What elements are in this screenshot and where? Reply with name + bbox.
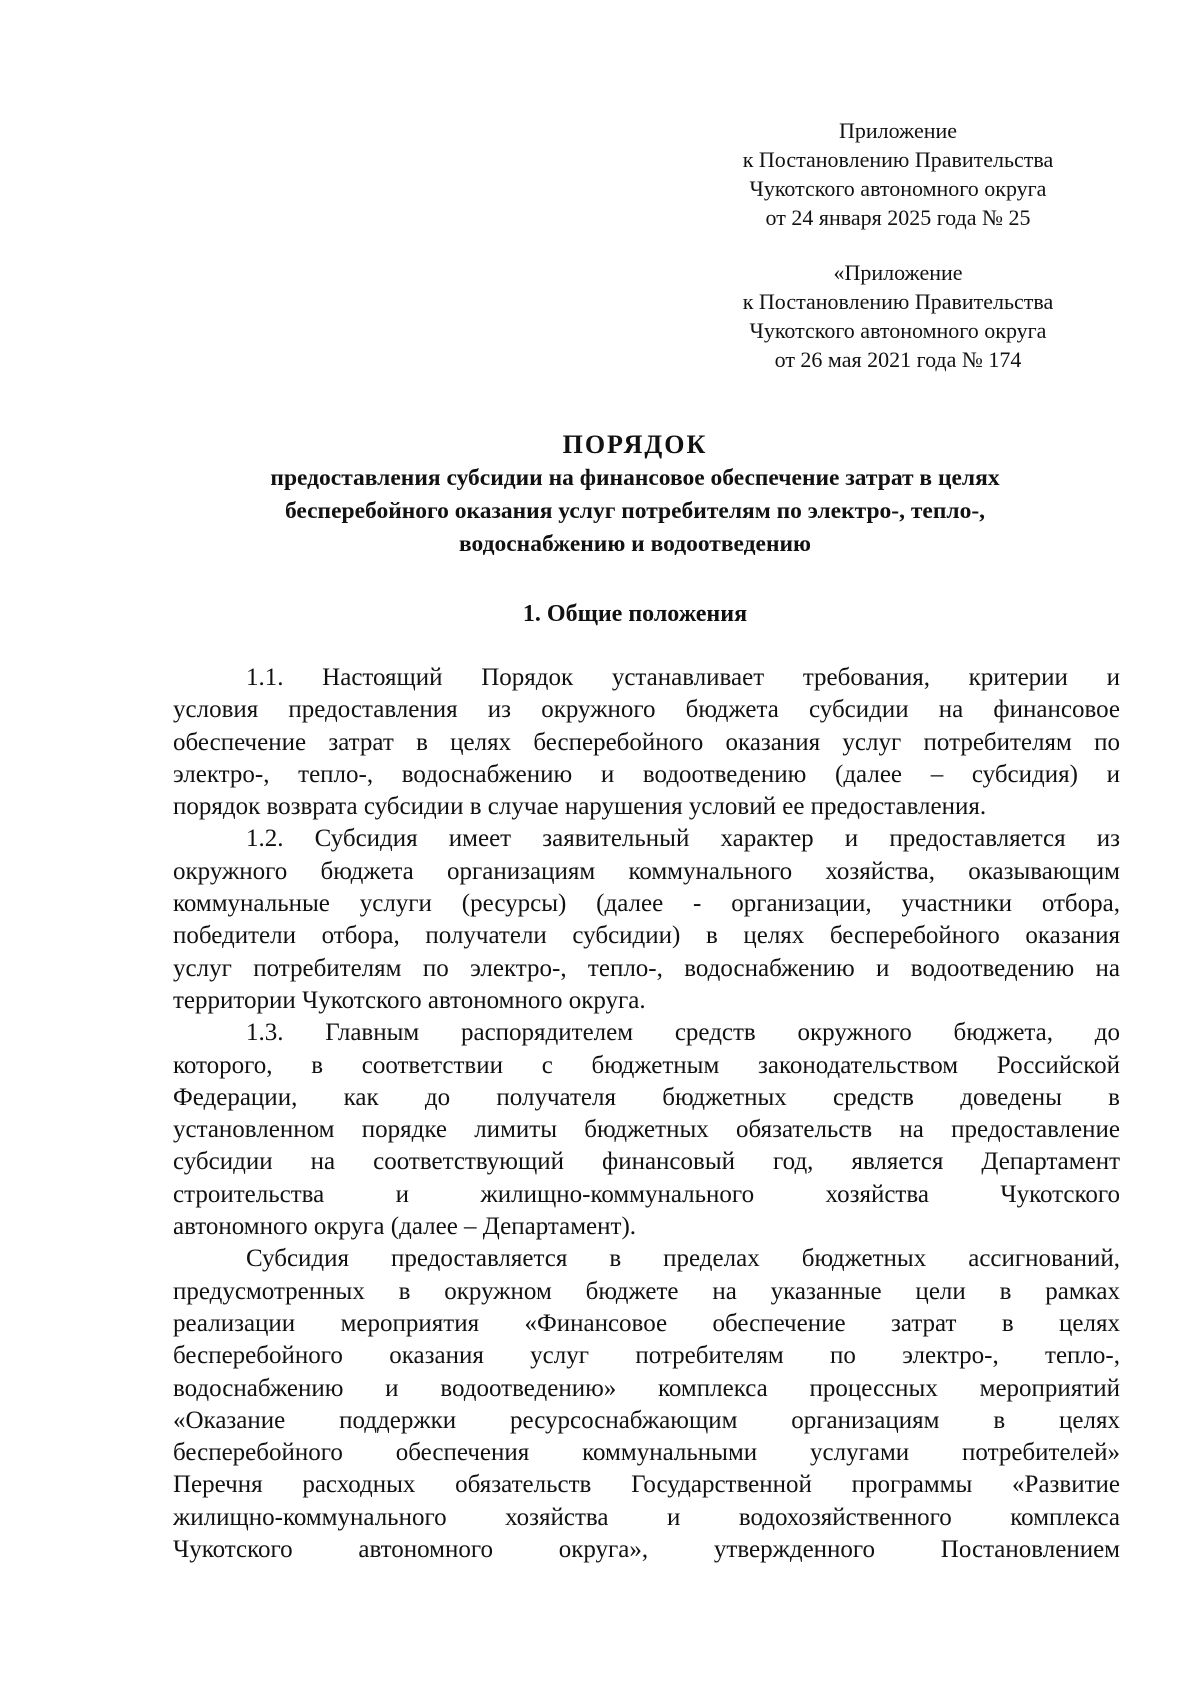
paragraph-line: 1.3. Главным распорядителем средств окружного бюджета, до [246,1019,1120,1047]
body-text [173,662,1120,1566]
paragraph-line: победители отбора, получатели субсидии) в целях бесперебойного оказания [173,922,1120,950]
paragraph-line: услуг потребителям по электро-, тепло-, водоснабжению и водоотведению на [173,954,1120,982]
paragraph-line: Федерации, как до получателя бюджетных средств доведены в [173,1083,1120,1111]
appendix-line: от 26 мая 2021 года № 174 [774,347,1022,372]
paragraph-line: электро-, тепло-, водоснабжению и водоотведению (далее – субсидия) и [173,760,1120,788]
paragraph-line: условия предоставления из окружного бюджета субсидии на финансовое [173,696,1120,724]
appendix-line: Приложение [838,118,958,143]
paragraph-line: «Оказание поддержки ресурсоснабжающим организациям в целях [173,1406,1120,1434]
appendix-line: «Приложение [833,260,963,285]
paragraph-line: Субсидия предоставляется в пределах бюджетных ассигнований, [246,1245,1120,1273]
appendix-header [698,116,1098,232]
paragraph-line: порядок возврата субсидии в случае нарушения условий ее предоставления. [173,793,987,821]
paragraph-line: коммунальные услуги (ресурсы) (далее - организации, участники отбора, [173,890,1120,918]
paragraph-line: автономного округа (далее – Департамент). [173,1213,637,1241]
paragraph-line: установленном порядке лимиты бюджетных обязательств на предоставление [173,1116,1120,1144]
paragraph-line: бесперебойного обеспечения коммунальными услугами потребителей» [173,1439,1120,1467]
paragraph-line: предусмотренных в окружном бюджете на указанные цели в рамках [173,1277,1120,1305]
appendix-line: Чукотского автономного округа [749,176,1047,201]
paragraph-line: Перечня расходных обязательств Государственной программы «Развитие [173,1471,1120,1499]
paragraph-line: обеспечение затрат в целях бесперебойного оказания услуг потребителям по [173,728,1120,756]
appendix-line: к Постановлению Правительства [742,147,1054,172]
paragraph-line: субсидии на соответствующий финансовый год, является Департамент [173,1148,1120,1176]
paragraph-line: 1.1. Настоящий Порядок устанавливает требования, критерии и [246,664,1120,691]
paragraph-line: окружного бюджета организациям коммунального хозяйства, оказывающим [173,857,1120,885]
quoted-appendix-header [698,258,1098,374]
document-title: ПОРЯДОК [562,430,708,459]
subtitle-line: предоставления субсидии на финансовое обеспечение затрат в целях [270,465,1000,491]
appendix-line: к Постановлению Правительства [742,289,1054,314]
section-heading: 1. Общие положения [522,601,748,627]
paragraph-line: 1.2. Субсидия имеет заявительный характер и предоставляется из [246,825,1120,853]
paragraph-line: территории Чукотского автономного округа. [173,986,646,1014]
paragraph-line: строительства и жилищно-коммунального хозяйства Чукотского [173,1180,1120,1208]
subtitle-line: бесперебойного оказания услуг потребителям по электро-, тепло-, [284,498,986,524]
paragraph-line: водоснабжению и водоотведению» комплекса процессных мероприятий [173,1374,1120,1402]
paragraph-line: Чукотского автономного округа», утвержденного Постановлением [173,1536,1120,1564]
paragraph-line: реализации мероприятия «Финансовое обеспечение затрат в целях [173,1309,1120,1337]
paragraph-line: бесперебойного оказания услуг потребителям по электро-, тепло-, [173,1342,1120,1370]
subtitle-line: водоснабжению и водоотведению [458,531,811,557]
appendix-line: Чукотского автономного округа [749,318,1047,343]
paragraph-line: жилищно-коммунального хозяйства и водохозяйственного комплекса [173,1503,1120,1531]
appendix-line: от 24 января 2025 года № 25 [765,205,1031,230]
document-title-block [150,428,1120,561]
paragraph-line: которого, в соответствии с бюджетным законодательством Российской [173,1051,1120,1079]
